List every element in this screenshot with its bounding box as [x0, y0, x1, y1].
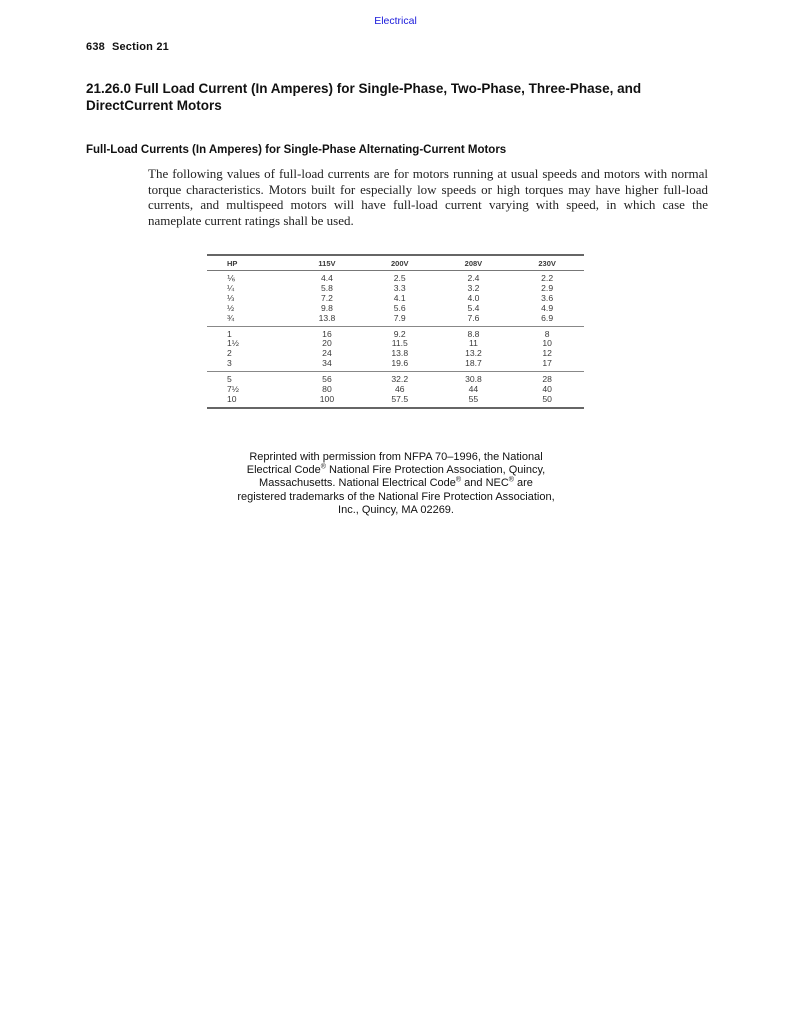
full-load-current-table	[207, 254, 584, 409]
value-cell: 10	[542, 338, 552, 349]
table-header-row	[207, 255, 584, 271]
column-header-hp: HP	[207, 255, 291, 271]
table-row	[207, 372, 584, 385]
column-header-208v: 208V	[437, 255, 511, 271]
value-cell: 100	[291, 395, 363, 408]
value-cell: 40	[542, 384, 552, 395]
electrical-link[interactable]: Electrical	[374, 15, 417, 27]
credit-line: Inc., Quincy, MA 02269.	[338, 503, 454, 516]
value-cell: 6.9	[541, 312, 554, 323]
value-cell: 18.7	[465, 358, 482, 369]
credit-text: Massachusetts. National Electrical Code	[259, 477, 456, 490]
value-cell: 2.9	[541, 282, 554, 293]
value-cell: 7.2	[320, 292, 333, 303]
table-group-fractional-hp	[207, 271, 584, 327]
value-cell: 9.8	[320, 302, 333, 313]
table-row	[207, 359, 584, 371]
column-header-230v: 230V	[510, 255, 584, 271]
value-cell: 11	[468, 338, 478, 349]
value-cell: 11.5	[391, 338, 408, 349]
value-cell: 7.9	[393, 312, 406, 323]
table-row	[207, 314, 584, 326]
credit-line: registered trademarks of the National Fire Protection Association,	[237, 490, 555, 503]
hp-cell: ¾	[227, 312, 235, 323]
value-cell: 5.8	[320, 282, 333, 293]
credit-text: Electrical Code	[246, 464, 321, 477]
table-row	[207, 326, 584, 339]
hp-cell: 10	[207, 395, 291, 408]
value-cell: 3.2	[467, 282, 480, 293]
value-cell: 2.5	[393, 273, 406, 283]
credit-text: National Fire Protection Association, Quincy,	[328, 464, 546, 477]
column-header-115v: 115V	[291, 255, 363, 271]
value-cell: 2.2	[541, 273, 554, 283]
table-sub-heading: Full-Load Currents (In Amperes) for Single-Phase Alternating-Current Motors	[86, 144, 507, 156]
value-cell: 30.8	[437, 372, 511, 385]
section-label: Section 21	[111, 41, 169, 53]
value-cell: 19.6	[391, 358, 409, 369]
credit-line	[196, 464, 596, 477]
value-cell: 8	[510, 326, 584, 339]
value-cell: 13.8	[391, 348, 409, 359]
hp-cell: ⅓	[227, 292, 235, 303]
hp-cell: 3	[227, 358, 232, 369]
value-cell: 7.6	[467, 312, 480, 323]
value-cell: 17	[542, 358, 552, 369]
section-heading: 21.26.0 Full Load Current (In Amperes) for Single-Phase, Two-Phase, Three-Phase, and DirectCurrent Motors	[86, 81, 642, 113]
table-group-large-hp	[207, 372, 584, 408]
intro-paragraph: The following values of full-load currents are for motors running at usual speeds and motors with normal torque characteristics. Motors built for especially low speeds or high torques may have higher full-load currents, and multispeed motors will have full-load current varying with speed, in which case the nameplate current ratings shall be used.	[148, 166, 708, 228]
hp-cell: 1½	[227, 338, 239, 349]
value-cell: 32.2	[363, 372, 437, 385]
value-cell: 20	[322, 338, 332, 349]
value-cell: 4.1	[393, 292, 406, 303]
value-cell: 16	[291, 326, 363, 339]
running-head	[86, 41, 169, 53]
hp-cell: 1	[207, 326, 291, 339]
credit-note	[196, 451, 596, 517]
hp-cell: ½	[227, 302, 235, 313]
table-row	[207, 271, 584, 284]
value-cell: 46	[394, 384, 405, 395]
value-cell: 24	[322, 348, 332, 359]
credit-line: Reprinted with permission from NFPA 70–1996, the National	[249, 451, 543, 463]
table-group-small-hp	[207, 326, 584, 372]
value-cell: 28	[510, 372, 584, 385]
credit-text: are	[517, 477, 533, 490]
value-cell: 5.4	[467, 302, 480, 313]
credit-text: and NEC	[464, 477, 509, 490]
table-row	[207, 395, 584, 408]
value-cell: 57.5	[363, 395, 437, 408]
value-cell: 13.2	[465, 348, 482, 359]
hp-cell: ¼	[227, 282, 235, 293]
registered-mark: ®	[455, 476, 462, 484]
value-cell: 34	[322, 358, 332, 369]
value-cell: 4.4	[320, 273, 333, 283]
value-cell: 4.0	[467, 292, 480, 303]
hp-cell: 7½	[227, 384, 239, 395]
registered-mark: ®	[320, 463, 326, 471]
column-header-200v: 200V	[363, 255, 437, 271]
value-cell: 56	[291, 372, 363, 385]
value-cell: 4.9	[541, 302, 554, 313]
credit-line	[196, 477, 596, 490]
hp-cell: 5	[207, 372, 291, 385]
value-cell: 80	[322, 384, 332, 395]
hp-cell: ⅙	[227, 273, 236, 283]
value-cell: 50	[510, 395, 584, 408]
value-cell: 3.6	[541, 292, 554, 303]
value-cell: 8.8	[437, 326, 511, 339]
value-cell: 3.3	[393, 282, 406, 293]
value-cell: 44	[468, 384, 479, 395]
value-cell: 5.6	[393, 302, 406, 313]
page-number: 638	[86, 41, 105, 53]
value-cell: 2.4	[467, 273, 480, 283]
value-cell: 13.8	[318, 312, 336, 323]
value-cell: 12	[542, 348, 552, 359]
value-cell: 55	[437, 395, 511, 408]
value-cell: 9.2	[363, 326, 437, 339]
registered-mark: ®	[508, 476, 514, 484]
hp-cell: 2	[227, 348, 232, 359]
